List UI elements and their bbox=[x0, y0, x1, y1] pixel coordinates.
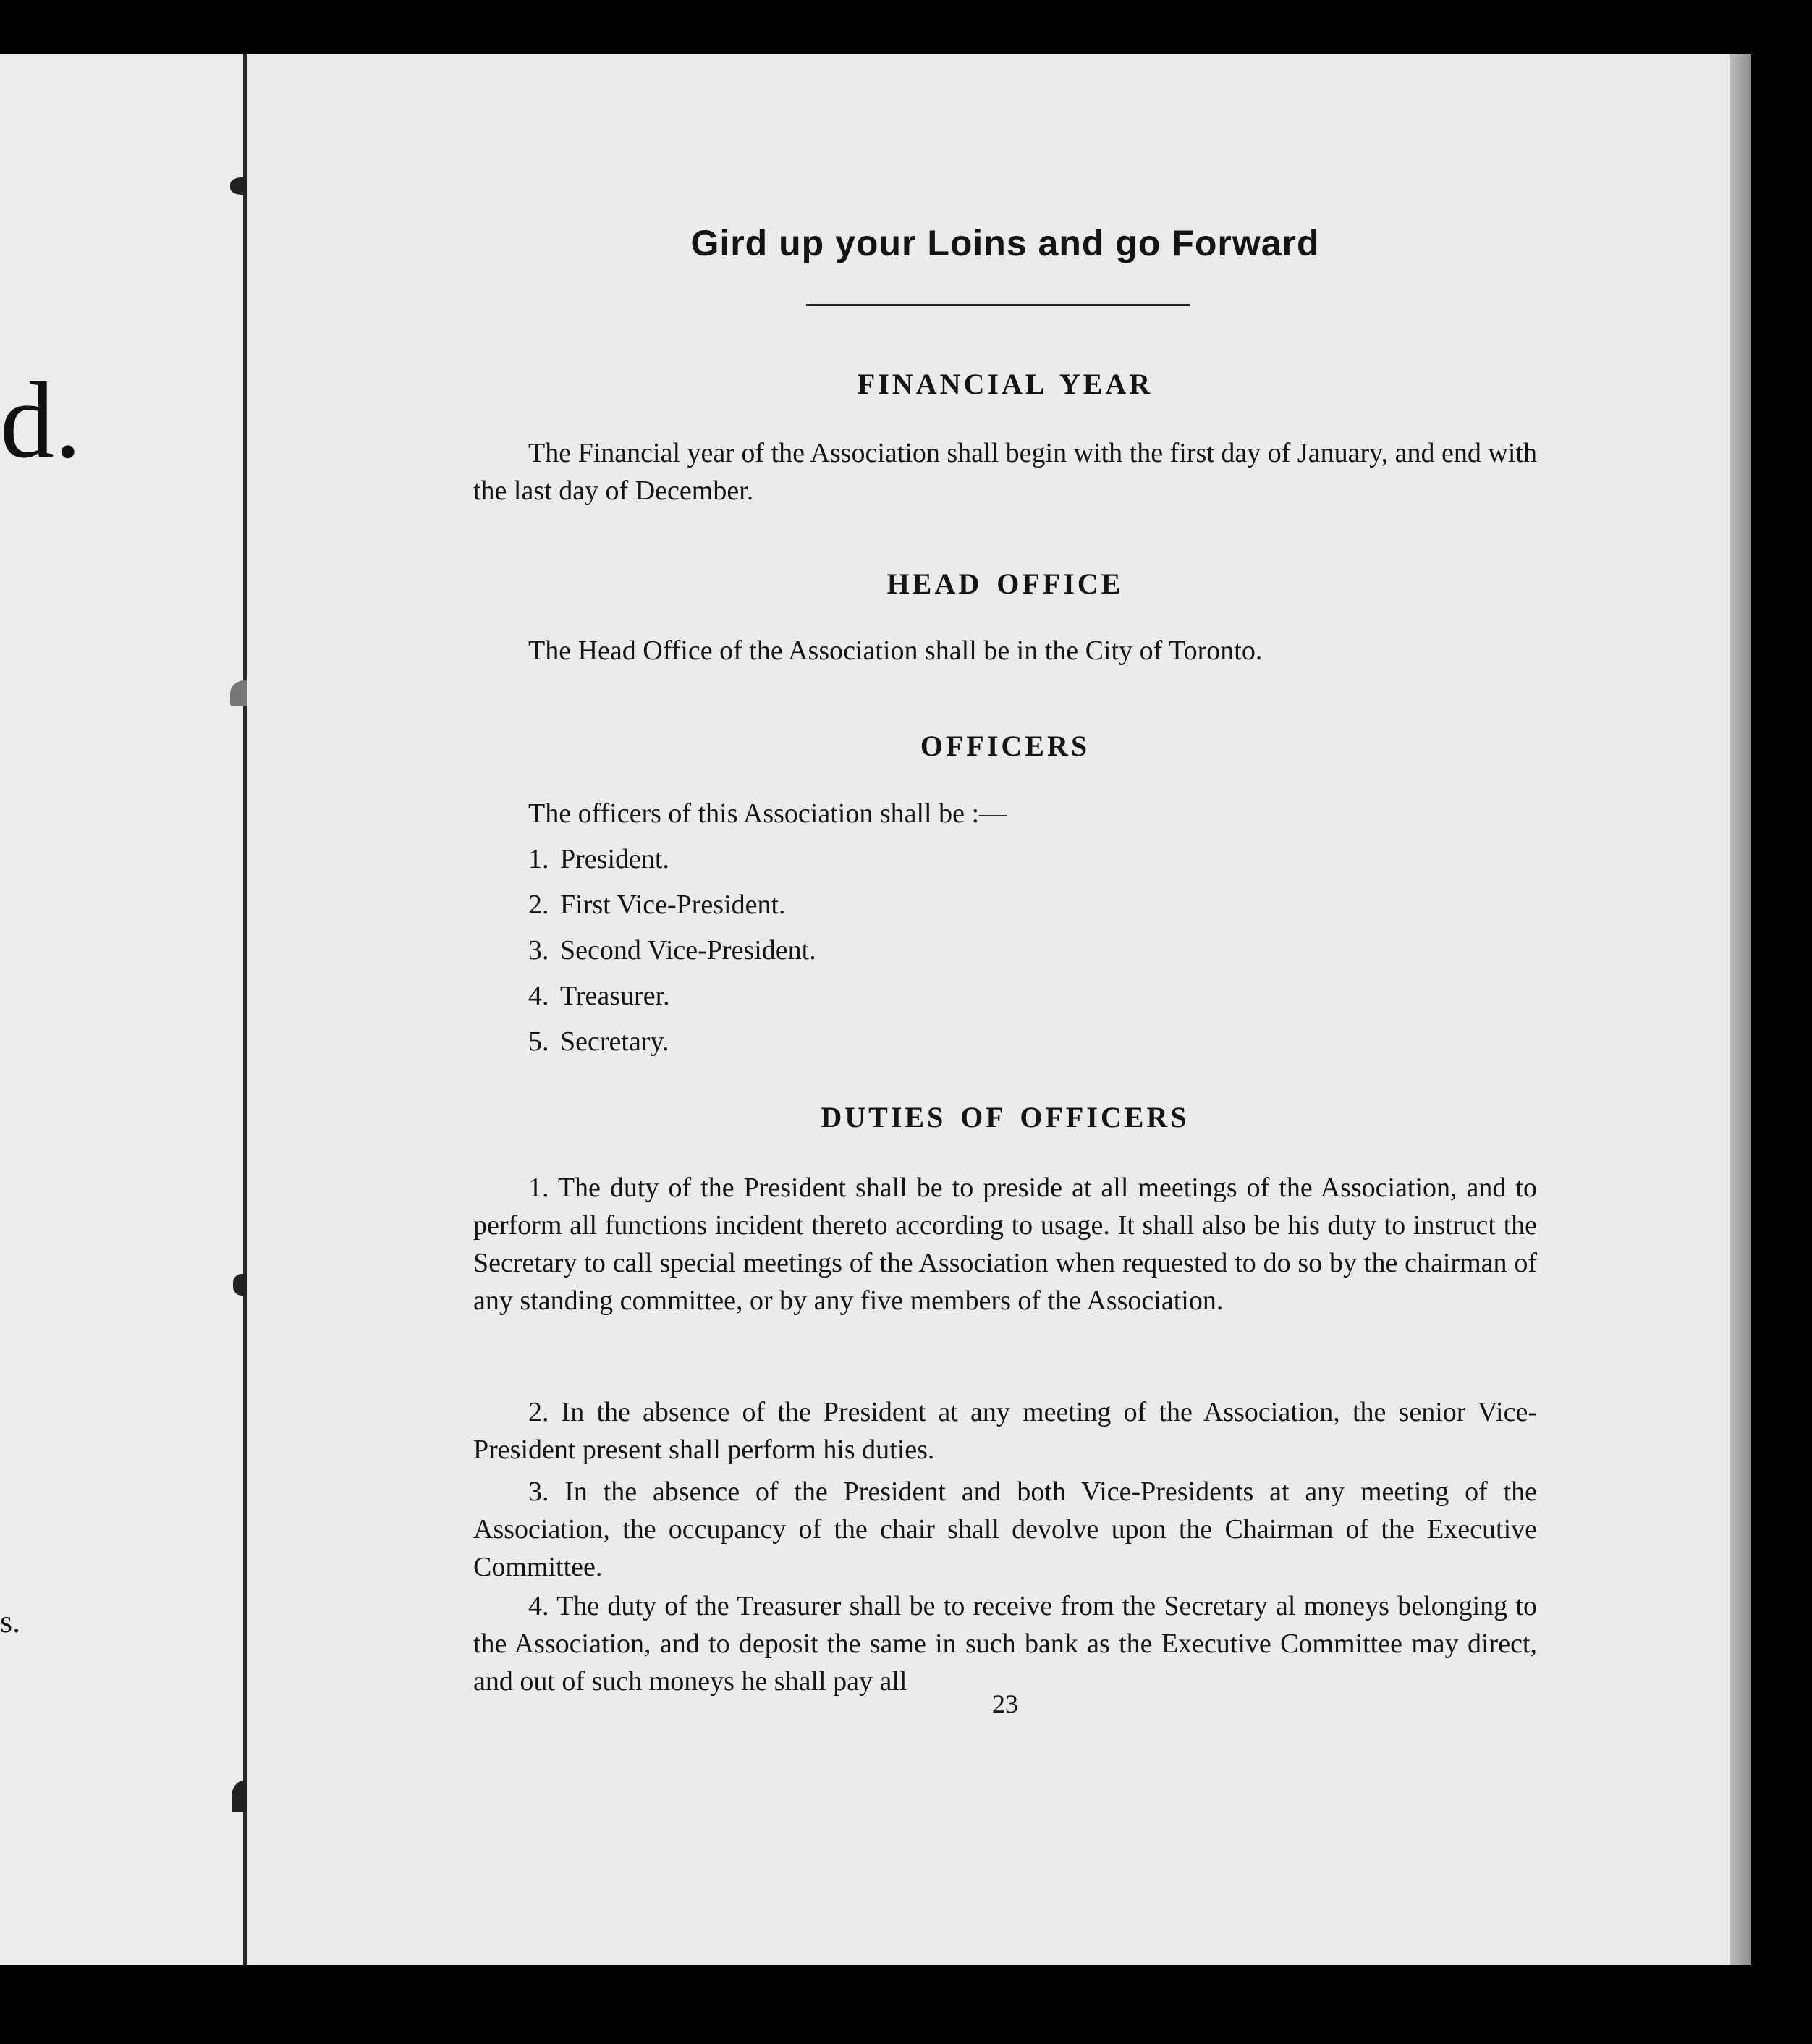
heading-officers: OFFICERS bbox=[920, 730, 1091, 762]
page-number: 23 bbox=[992, 1689, 1018, 1718]
financial-year-text: The Financial year of the Association shall begin with the first day of January, and end with the last day of December. bbox=[473, 438, 1537, 506]
duties-paragraph-1: 1. The duty of the President shall be to preside at all meetings of the Association, and to perform all functions incident thereto according to usage. It shall also be his duty to instruct the Secretary to call special meetings of the Association when requested to do so by the chairman of any standing committee, or by any five members of the Association. bbox=[473, 1173, 1537, 1316]
list-item: 1. President. bbox=[528, 844, 669, 874]
list-item: 3. Second Vice-President. bbox=[528, 935, 816, 966]
heading-duties-of-officers: DUTIES OF OFFICERS bbox=[821, 1101, 1190, 1133]
duties-paragraph-2: 2. In the absence of the President at any meeting of the Association, the senior Vice-President present shall perform his duties. bbox=[473, 1397, 1537, 1465]
page-title: Gird up your Loins and go Forward bbox=[690, 223, 1320, 263]
duties-paragraph-4: 4. The duty of the Treasurer shall be to receive from the Secretary al moneys belonging to the Association, and to deposit the same in such bank as the Executive Committee may direct, and out of such moneys he shall pay all bbox=[473, 1591, 1537, 1697]
book-spread bbox=[0, 54, 1751, 1965]
officers-intro: The officers of this Association shall be :— bbox=[528, 798, 1007, 829]
heading-financial-year: FINANCIAL YEAR bbox=[857, 368, 1153, 400]
left-page-fragment-top: d. bbox=[0, 360, 82, 481]
book-edge bbox=[1730, 54, 1751, 1965]
title-divider bbox=[806, 304, 1190, 306]
list-item: 5. Secretary. bbox=[528, 1026, 669, 1057]
heading-head-office: HEAD OFFICE bbox=[886, 567, 1124, 600]
list-item: 4. Treasurer. bbox=[528, 981, 670, 1011]
list-item: 2. First Vice-President. bbox=[528, 890, 786, 920]
left-page-fragment-bottom: s. bbox=[0, 1604, 21, 1639]
right-page bbox=[247, 54, 1730, 1965]
left-page bbox=[0, 54, 246, 1965]
duties-paragraph-3: 3. In the absence of the President and both Vice-Presidents at any meeting of the Association, the occupancy of the chair shall devolve upon the Chairman of the Executive Committee. bbox=[473, 1477, 1537, 1582]
head-office-text: The Head Office of the Association shall be in the City of Toronto. bbox=[528, 635, 1263, 666]
